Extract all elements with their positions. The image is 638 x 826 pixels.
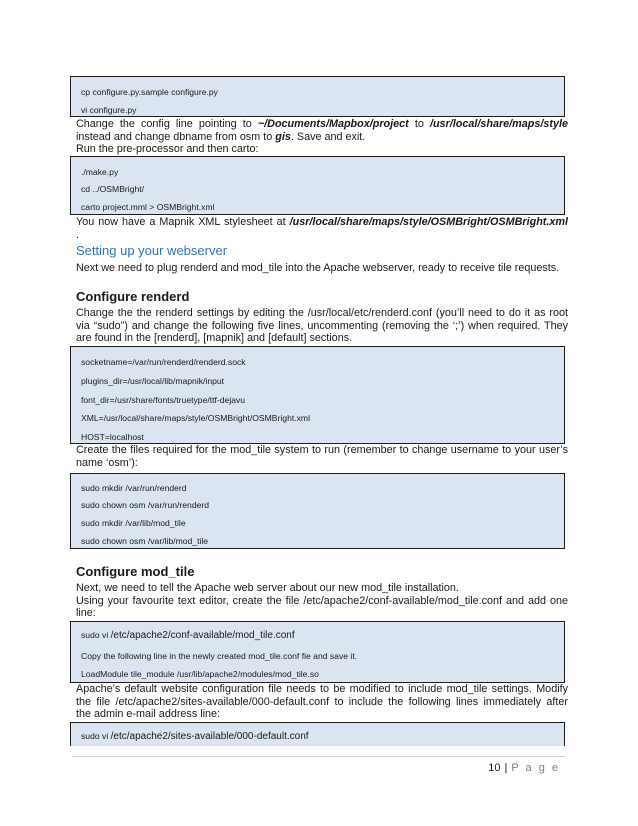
heading-setting-up-webserver: Setting up your webserver <box>76 243 228 258</box>
page-number: 10 <box>488 762 501 774</box>
paragraph-line: name ‘osm’): <box>76 456 138 469</box>
page-label: P a g e <box>511 762 560 774</box>
paragraph-line: Apache’s default website configuration file needs to be modified to include mod_tile settings. Modify <box>76 683 568 695</box>
code-line: plugins_dir=/usr/local/lib/mapnik/input <box>81 376 225 386</box>
page-footer <box>488 762 560 774</box>
paragraph-line: the admin e-mail address line: <box>76 708 221 721</box>
paragraph-stylesheet <box>76 216 568 241</box>
code-line: carto project.mml > OSMBright.xml <box>81 202 215 212</box>
heading-configure-mod-tile: Configure mod_tile <box>76 564 195 579</box>
code-line: cd ../OSMBright/ <box>81 184 145 194</box>
footer-separator: | <box>504 762 508 774</box>
paragraph-renderd <box>76 307 568 345</box>
code-block-default-conf <box>70 722 565 746</box>
code-line: Copy the following line in the newly created mod_tile.conf fie and save it. <box>81 651 358 661</box>
paragraph-line: are found in the [renderd], [mapnik] and [default] sections. <box>76 332 353 345</box>
paragraph-line: Using your favourite text editor, create the file /etc/apache2/conf-available/mod_tile.conf and add one <box>76 594 568 607</box>
code-block-configure <box>70 76 565 117</box>
code-line: XML=/usr/local/share/maps/style/OSMBright/OSMBright.xml <box>81 413 310 423</box>
code-line: sudo mkdir /var/lib/mod_tile <box>81 518 186 528</box>
paragraph-line: Create the files required for the mod_tile system to run (remember to change username to your user’s <box>76 444 568 456</box>
paragraph-config <box>76 118 568 156</box>
code-block-carto <box>70 156 565 215</box>
paragraph-line: Next, we need to tell the Apache web server about our new mod_tile installation. <box>76 582 459 594</box>
paragraph-line: You now have a Mapnik XML stylesheet at /usr/local/share/maps/style/OSMBright/OSMBright.xml <box>76 216 568 228</box>
code-block-mkdir <box>70 473 565 549</box>
footer-divider <box>72 756 565 757</box>
code-line: socketname=/var/run/renderd/renderd.sock <box>81 357 246 367</box>
code-line: font_dir=/usr/share/fonts/truetype/ttf-dejavu <box>81 395 246 405</box>
paragraph-line: Next we need to plug renderd and mod_tile into the Apache webserver, ready to receive tile requests. <box>76 262 560 274</box>
code-line: sudo chown osm /var/run/renderd <box>81 500 210 510</box>
paragraph-line: Change the config line pointing to ~/Documents/Mapbox/project to /usr/local/share/maps/style <box>76 118 568 130</box>
code-line: cp configure.py.sample configure.py <box>81 87 218 97</box>
code-block-renderd-conf <box>70 346 565 444</box>
code-line: vi configure.py <box>81 105 137 115</box>
code-line: ./make.py <box>81 167 119 177</box>
code-block-mod-tile-conf <box>70 621 565 683</box>
paragraph-line: via “sudo”) and change the following five lines, uncommenting (removing the ‘;’) when required. They <box>76 319 568 332</box>
paragraph-line: line: <box>76 607 96 620</box>
code-line: sudo mkdir /var/run/renderd <box>81 483 187 493</box>
paragraph-line: Change the the renderd settings by editing the /usr/local/etc/renderd.conf (you’ll need to do it as root <box>76 307 568 319</box>
heading-configure-renderd: Configure renderd <box>76 289 190 304</box>
paragraph-line: . <box>76 228 79 241</box>
paragraph-line: Run the pre-processor and then carto: <box>76 143 259 156</box>
code-line: sudo vi /etc/apache2/sites-available/000-default.conf <box>81 731 309 742</box>
paragraph-mod-tile <box>76 582 568 620</box>
paragraph-create-files <box>76 444 568 469</box>
paragraph-line: instead and change dbname from osm to gis. Save and exit. <box>76 130 366 143</box>
paragraph-line: the file /etc/apache2/sites-available/000-default.conf to include the following lines immediately after <box>76 695 568 708</box>
code-line: sudo vi /etc/apache2/conf-available/mod_tile.conf <box>81 630 295 641</box>
paragraph-webserver <box>76 262 568 275</box>
code-line: sudo chown osm /var/lib/mod_tile <box>81 536 209 546</box>
paragraph-apache-default <box>76 683 568 721</box>
code-line: HOST=localhost <box>81 432 144 442</box>
code-line: LoadModule tile_module /usr/lib/apache2/modules/mod_tile.so <box>81 669 319 679</box>
